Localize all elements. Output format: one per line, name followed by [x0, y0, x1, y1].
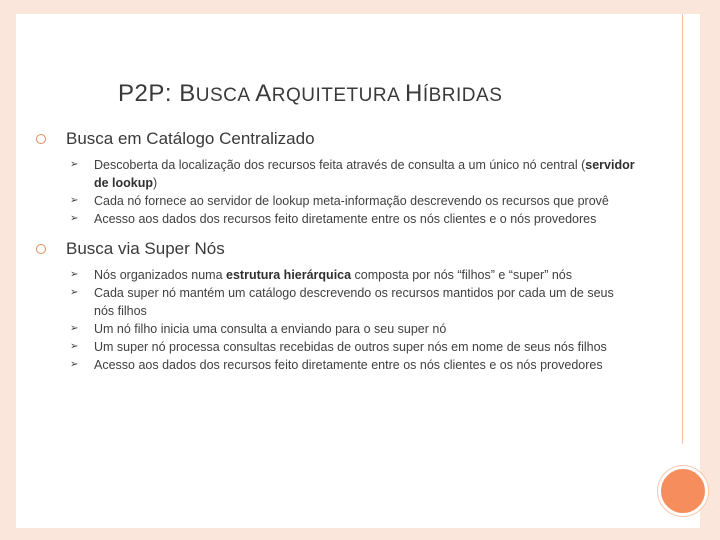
arrow-bullet-icon: ➢: [70, 341, 79, 352]
slide-frame-top: [0, 0, 720, 14]
bullet-heading: Busca em Catálogo Centralizado: [36, 128, 636, 150]
arrow-bullet-icon: ➢: [70, 287, 79, 298]
arrow-bullet-icon: ➢: [70, 269, 79, 280]
slide-frame-left: [0, 0, 16, 540]
decorative-vertical-line: [682, 14, 683, 444]
sub-bullet-list: [36, 156, 636, 228]
list-item: ➢ Nós organizados numa estrutura hierárquica composta por nós “filhos” e “super” nós: [70, 268, 573, 282]
ring-bullet-icon: [36, 134, 46, 144]
slide-title: P2P: BUSCA ARQUITETURA HÍBRIDAS: [118, 80, 503, 107]
sub-bullet-list: [36, 266, 636, 374]
arrow-bullet-icon: ➢: [70, 213, 79, 224]
decorative-circle: [658, 466, 708, 516]
list-item: ➢ Acesso aos dados dos recursos feito diretamente entre os nós clientes e os nós provedores: [70, 358, 603, 372]
list-item: ➢ Um nó filho inicia uma consulta a enviando para o seu super nó: [70, 322, 447, 336]
list-item: ➢ Cada nó fornece ao servidor de lookup meta-informação descrevendo os recursos que provê: [70, 194, 609, 208]
list-item: ➢ Acesso aos dados dos recursos feito diretamente entre os nós clientes e o nós provedores: [70, 212, 597, 226]
slide-content: [36, 128, 636, 384]
ring-bullet-icon: [36, 244, 46, 254]
arrow-bullet-icon: ➢: [70, 195, 79, 206]
list-item: ➢ Cada super nó mantém um catálogo descrevendo os recursos mantidos por cada um de seus nós filhos: [70, 286, 614, 318]
arrow-bullet-icon: ➢: [70, 323, 79, 334]
slide-frame-bottom: [0, 528, 720, 540]
slide-frame-right: [700, 0, 720, 540]
bullet-heading: Busca via Super Nós: [36, 238, 636, 260]
arrow-bullet-icon: ➢: [70, 159, 79, 170]
list-item: ➢ Descoberta da localização dos recursos feita através de consulta a um único nó central (servidor de lookup): [70, 158, 635, 190]
list-item: ➢ Um super nó processa consultas recebidas de outros super nós em nome de seus nós filhos: [70, 340, 607, 354]
arrow-bullet-icon: ➢: [70, 359, 79, 370]
